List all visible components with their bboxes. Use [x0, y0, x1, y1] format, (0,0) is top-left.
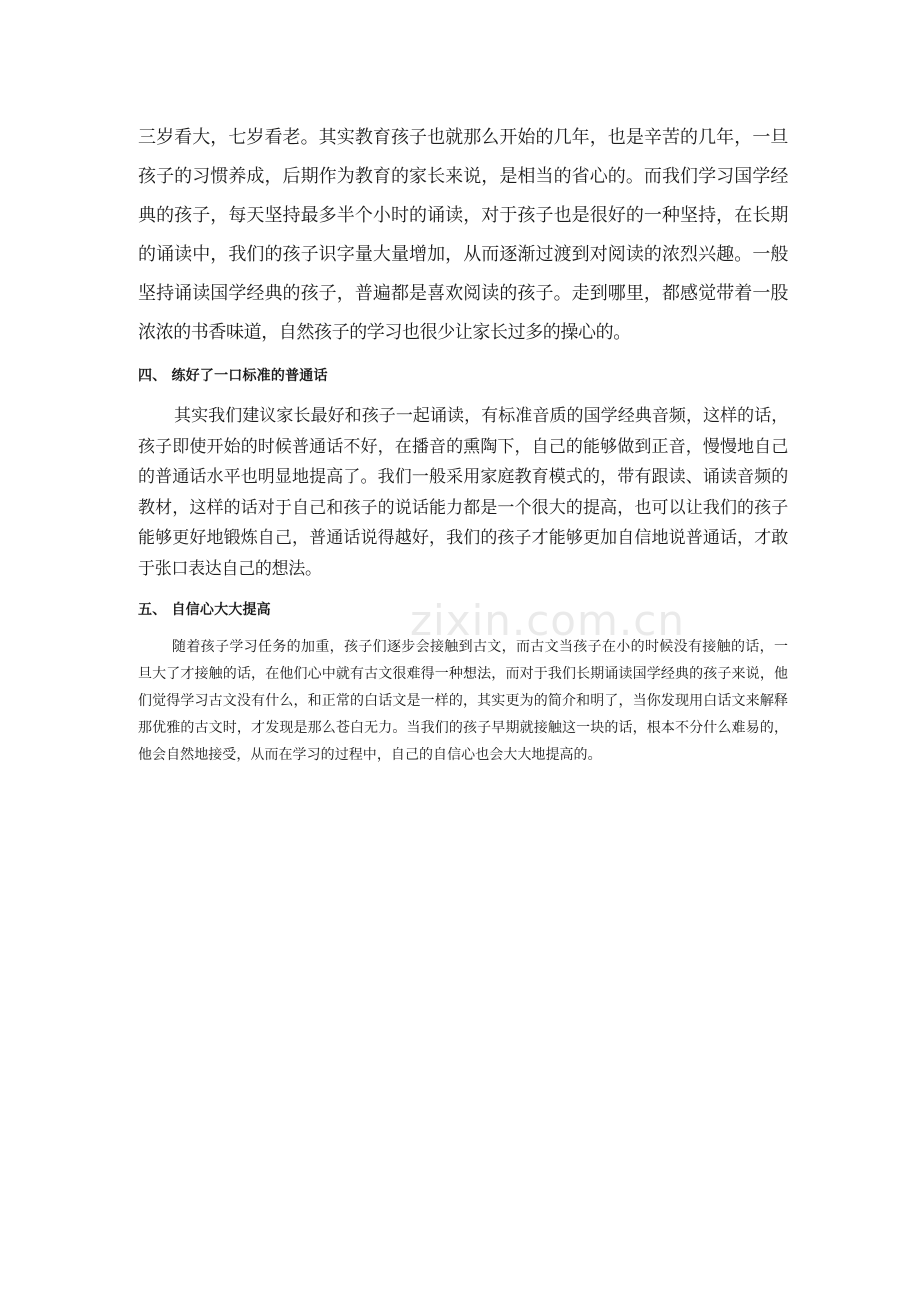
document-body	[138, 118, 788, 769]
section-heading-5: 五、 自信心大大提高	[138, 602, 271, 618]
paragraph-1: 三岁看大，七岁看老。其实教育孩子也就那么开始的几年，也是辛苦的几年，一旦孩子的习惯养成，后期作为教育的家长来说，是相当的省心的。而我们学习国学经典的孩子，每天坚持最多半个小时的诵读，对于孩子也是很好的一种坚持，在长期的诵读中，我们的孩子识字量大量增加，从而逐渐过渡到对阅读的浓烈兴趣。一般坚持诵读国学经典的孩子，普遍都是喜欢阅读的孩子。走到哪里，都感觉带着一股浓浓的书香味道，自然孩子的学习也很少让家长过多的操心的。	[138, 127, 788, 343]
paragraph-2: 其实我们建议家长最好和孩子一起诵读，有标准音质的国学经典音频，这样的话，孩子即使开始的时候普通话不好，在播音的熏陶下，自己的能够做到正音，慢慢地自己的普通话水平也明显地提高了。我们一般采用家庭教育模式的，带有跟读、诵读音频的教材，这样的话对于自己和孩子的说话能力都是一个很大的提高，也可以让我们的孩子能够更好地锻炼自己，普通话说得越好，我们的孩子才能够更加自信地说普通话，才敢于张口表达自己的想法。	[138, 406, 788, 579]
paragraph-3: 随着孩子学习任务的加重，孩子们逐步会接触到古文，而古文当孩子在小的时候没有接触的话，一旦大了才接触的话，在他们心中就有古文很难得一种想法，而对于我们长期诵读国学经典的孩子来说，他们觉得学习古文没有什么，和正常的白话文是一样的，其实更为的简介和明了，当你发现用白话文来解释那优雅的古文时，才发现是那么苍白无力。当我们的孩子早期就接触这一块的话，根本不分什么难易的，他会自然地接受，从而在学习的过程中，自己的自信心也会大大地提高的。	[138, 639, 788, 763]
watermark-text: zixin.com.cn	[410, 596, 685, 645]
section-heading-4: 四、 练好了一口标准的普通话	[138, 368, 328, 384]
